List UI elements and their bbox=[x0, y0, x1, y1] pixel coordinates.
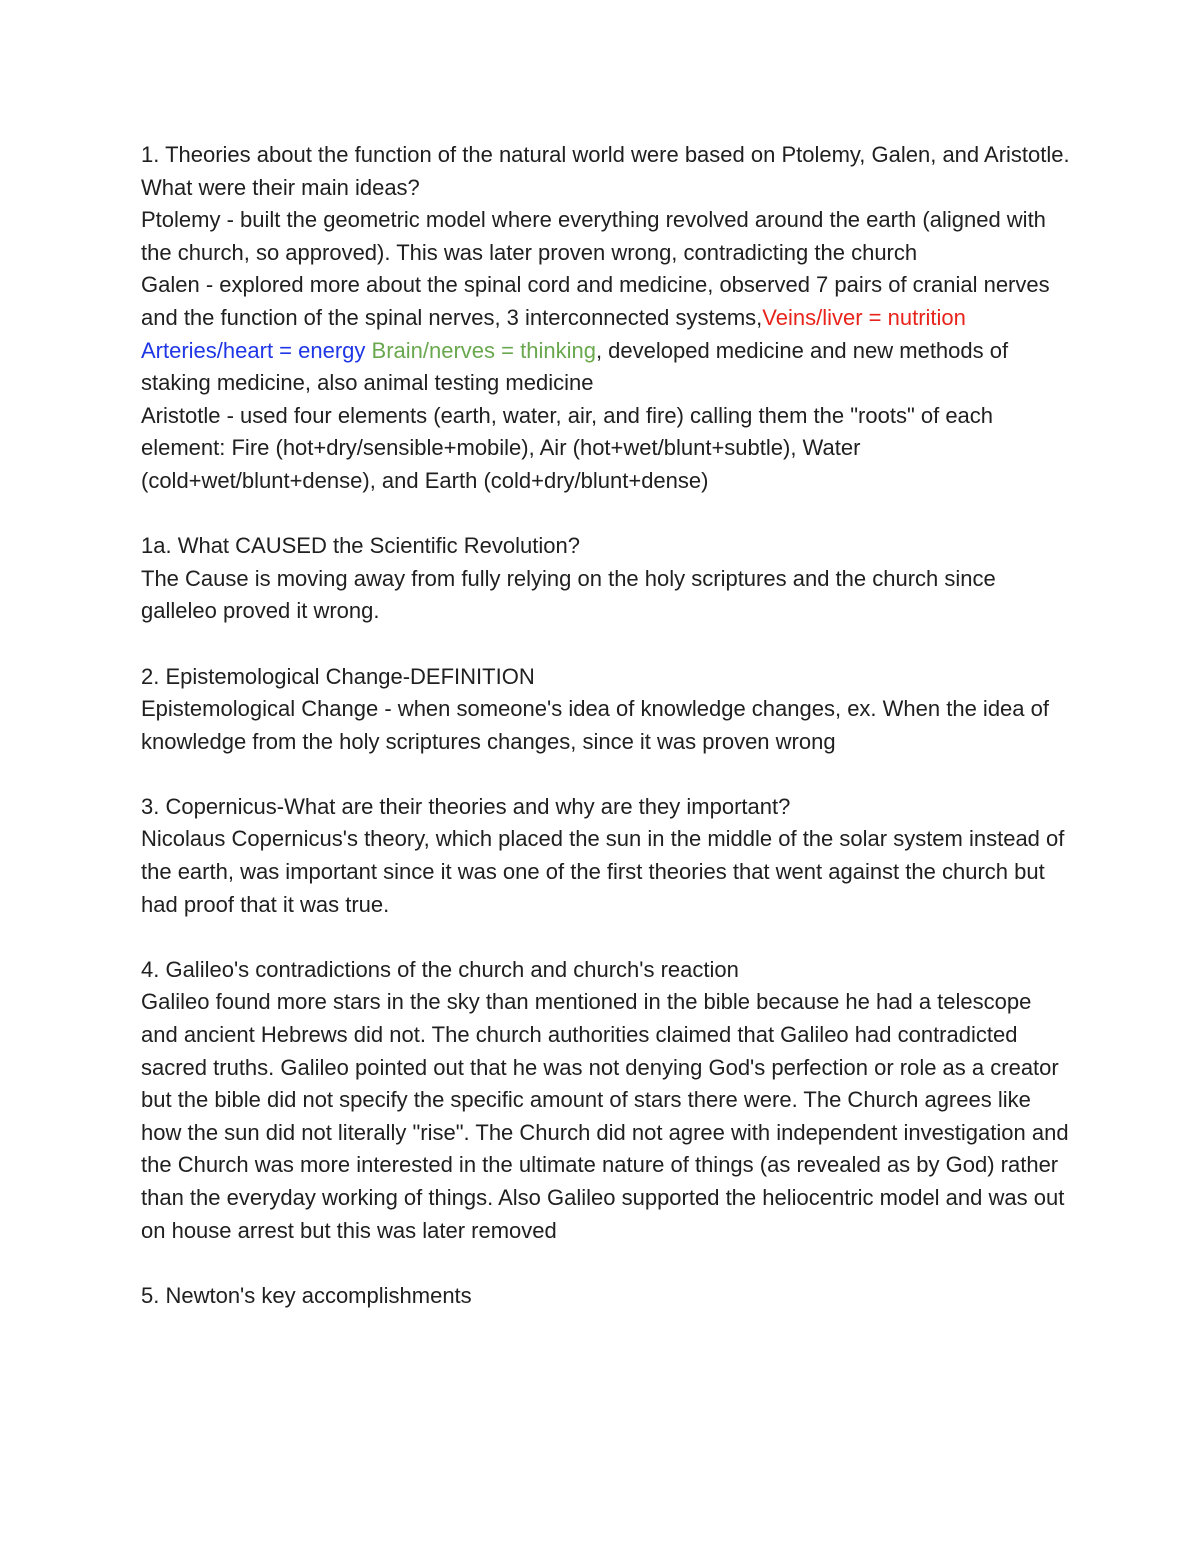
galen-arteries-text: Arteries/heart = energy bbox=[141, 337, 366, 363]
question-1a: 1a. What CAUSED the Scientific Revolution? bbox=[141, 533, 580, 559]
question-4: 4. Galileo's contradictions of the church and church's reaction bbox=[141, 956, 739, 982]
paragraph-gap bbox=[141, 628, 1071, 661]
galen-text-end: , developed medicine and new methods of staking medicine, also animal testing medicine bbox=[141, 337, 1009, 396]
question-3: 3. Copernicus-What are their theories and why are they important? bbox=[141, 793, 791, 819]
question-5: 5. Newton's key accomplishments bbox=[141, 1282, 472, 1308]
question-1: 1. Theories about the function of the natural world were based on Ptolemy, Galen, and Aristotle. What were their main ideas? bbox=[141, 142, 1070, 200]
answer-4: Galileo found more stars in the sky than mentioned in the bible because he had a telescope and ancient Hebrews did not. The church authorities claimed that Galileo had contradicted sacred truths. Galileo pointed out that he was not denying God's perfection or role as a creator but the bible did not specify the specific amount of stars there were. The Church agrees like how the sun did not literally "rise". The Church did not agree with independent investigation and the Church was more interested in the ultimate nature of things (as revealed as by God) rather than the everyday working of things. Also Galileo supported the heliocentric model and was out on house arrest but this was later removed bbox=[141, 989, 1069, 1243]
paragraph-gap bbox=[141, 498, 1071, 531]
document-page bbox=[141, 139, 1071, 1312]
galen-veins-text: Veins/liver = nutrition bbox=[762, 304, 966, 330]
galen-brain-text: Brain/nerves = thinking bbox=[371, 337, 596, 363]
paragraph-gap bbox=[141, 921, 1071, 954]
answer-aristotle: Aristotle - used four elements (earth, water, air, and fire) calling them the "roots" of each element: Fire (hot+dry/sensible+mobile), Air (hot+wet/blunt+subtle), Water (cold+wet/blunt+dense), and Earth (cold+dry/blunt+dense) bbox=[141, 402, 994, 493]
question-2: 2. Epistemological Change-DEFINITION bbox=[141, 663, 535, 689]
answer-galen bbox=[141, 269, 1071, 399]
paragraph-gap bbox=[141, 1247, 1071, 1280]
answer-1a: The Cause is moving away from fully relying on the holy scriptures and the church since galleleo proved it wrong. bbox=[141, 565, 996, 624]
answer-3: Nicolaus Copernicus's theory, which placed the sun in the middle of the solar system instead of the earth, was important since it was one of the first theories that went against the church but had proof that it was true. bbox=[141, 826, 1065, 917]
paragraph-gap bbox=[141, 758, 1071, 791]
galen-text-start: Galen - explored more about the spinal cord and medicine, observed 7 pairs of cranial nerves and the function of the spinal nerves, 3 interconnected systems, bbox=[141, 272, 1050, 330]
answer-2: Epistemological Change - when someone's idea of knowledge changes, ex. When the idea of knowledge from the holy scriptures changes, since it was proven wrong bbox=[141, 696, 1049, 754]
answer-ptolemy: Ptolemy - built the geometric model where everything revolved around the earth (aligned with the church, so approved). This was later proven wrong, contradicting the church bbox=[141, 207, 1046, 265]
